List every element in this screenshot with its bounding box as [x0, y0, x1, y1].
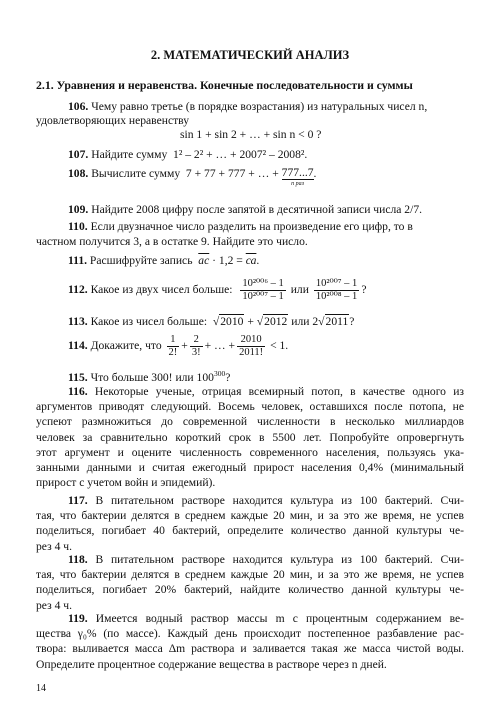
problem-formula: 1² – 2² + … + 2007² – 2008². — [173, 148, 308, 161]
problem-113: 113. Какое из чисел больше: √2010 + √2012 или 2√2011? — [68, 315, 355, 328]
numerator: 10²⁰⁰⁷ – 1 — [315, 277, 358, 289]
paragraph-line: успеют размножиться до современной численности в несколько миллиардов — [36, 415, 464, 429]
problem-end: < 1. — [270, 339, 289, 352]
overlined-number: ас — [198, 254, 210, 267]
problem-number: 116. — [68, 385, 88, 398]
paragraph-text: Имеется водный раствор массы m с процентным содержанием ве- — [95, 612, 464, 625]
paragraph-line: прирост с учетом войн и эпидемий). — [36, 476, 216, 490]
problem-number: 106. — [68, 100, 89, 113]
numerator: 2 — [190, 334, 203, 347]
problem-106-formula: sin 1 + sin 2 + … + sin n < 0 ? — [180, 128, 322, 141]
fraction — [190, 334, 203, 359]
paragraph-line: рез 4 ч. — [36, 539, 72, 553]
problem-end: . — [313, 167, 317, 180]
paragraph-line: занными данными и считая ежегодный прирост населения 0,4% (минимальный — [36, 461, 464, 475]
problem-118 — [36, 552, 464, 613]
problem-number: 113. — [68, 315, 88, 328]
problem-number: 109. — [68, 203, 89, 216]
paragraph-line: рез 4 ч. — [36, 598, 72, 612]
denominator: 2011! — [239, 346, 264, 358]
problem-number: 112. — [68, 283, 88, 296]
fraction — [314, 278, 359, 303]
problem-110-line1 — [68, 220, 413, 234]
numerator: 1 — [167, 334, 180, 347]
problem-117 — [36, 493, 464, 554]
radicand: 2012 — [264, 315, 288, 328]
overlined-number: са — [245, 254, 257, 267]
denominator: 10²⁰⁰⁷ – 1 — [242, 290, 284, 302]
word-or: или — [291, 315, 310, 328]
problem-number: 110. — [68, 220, 88, 233]
problem-text: Расшифруйте запись — [89, 254, 193, 267]
denominator: 2! — [168, 346, 178, 358]
problem-formula: 7 + 77 + 777 + … + — [185, 167, 279, 180]
radicand: 2011 — [325, 315, 349, 328]
paragraph-line: поделиться, погибает 20% бактерий, найдите количество данной культуры че- — [36, 583, 464, 597]
problem-number: 111. — [68, 254, 88, 267]
paragraph-line: щества γ₀% (по массе). Каждый день происходит постепенное разбавление рас- — [36, 627, 464, 641]
plus-sign: + — [247, 315, 254, 328]
fraction — [237, 334, 265, 359]
problem-end: ? — [349, 315, 355, 328]
paragraph-line — [36, 552, 464, 567]
fraction — [240, 278, 285, 303]
problem-number: 117. — [68, 494, 88, 507]
problem-text: Докажите, что — [90, 339, 162, 352]
paragraph-line: тая, что бактерии делятся в среднем каждые 20 мин, и за это же время, не успев — [36, 568, 464, 582]
problem-number: 118. — [68, 553, 88, 566]
denominator: 3! — [191, 346, 201, 358]
chapter-title: 2. МАТЕМАТИЧЕСКИЙ АНАЛИЗ — [150, 48, 350, 62]
problem-number: 115. — [68, 370, 88, 384]
problem-text: Если двузначное число разделить на произведение его цифр, то в — [90, 220, 413, 233]
paragraph-line: твора: выливается масса Δm раствора и заливается такая же масса чистой воды. — [36, 642, 464, 656]
paragraph-text: В питательном растворе находится культура из 100 бактерий. Счи- — [95, 494, 464, 507]
underbrace-top: 777...7 — [281, 166, 314, 179]
paragraph-line: аргументов приводят следующий. Восемь человек, оставшихся после потопа, не — [36, 400, 464, 414]
problem-number: 108. — [68, 167, 89, 180]
underbrace-label: n раз — [291, 181, 305, 187]
fraction — [167, 334, 180, 359]
problem-end: . — [256, 254, 260, 267]
numerator: 2010 — [237, 334, 265, 347]
exponent: 300 — [213, 369, 226, 378]
paragraph-line: Определите процентное содержание вещества в растворе через n дней. — [36, 657, 387, 671]
problem-number: 119. — [68, 612, 88, 625]
problem-text: Найдите 2008 цифру после запятой в десятичной записи числа 2/7. — [91, 203, 423, 216]
paragraph-line — [36, 611, 464, 626]
page-number: 14 — [36, 683, 46, 694]
problem-end: ? — [225, 370, 231, 384]
word-or: или — [290, 283, 309, 296]
paragraph-text: Некоторые ученые, отрицая всемирный потоп, в качестве одного из — [94, 385, 464, 398]
paragraph-line: этот аргумент и оцените численность современного населения, пользуясь ука- — [36, 445, 464, 459]
paragraph-line — [36, 384, 464, 399]
problem-number: 114. — [68, 339, 88, 352]
problem-109 — [68, 203, 422, 217]
underbrace-term — [282, 167, 314, 188]
paragraph-line: человек за сравнительно короткий срок в 5500 лет. Попробуйте опровергнуть — [36, 430, 464, 444]
problem-116 — [36, 384, 464, 490]
formula-middle: · 1,2 = — [209, 254, 246, 267]
problem-end: ? — [361, 283, 367, 296]
problem-text: Что больше 300! или 100 — [90, 370, 214, 384]
paragraph-text: В питательном растворе находится культура из 100 бактерий. Счи- — [95, 553, 464, 566]
ellipsis-terms: + … + — [204, 339, 236, 352]
denominator: 10²⁰⁰⁸ – 1 — [315, 290, 358, 302]
problem-106-line1 — [68, 100, 427, 114]
problem-119 — [36, 611, 464, 672]
problem-text: Чему равно третье (в порядке возрастания) из натуральных чисел n, — [91, 100, 428, 113]
problem-106-line2: удовлетворяющих неравенству — [36, 114, 190, 127]
paragraph-line: тая, что бактерии делятся в среднем каждые 20 мин, и за это же время, не успев — [36, 509, 464, 523]
problem-112 — [68, 277, 366, 303]
problem-107 — [68, 148, 307, 162]
problem-111 — [68, 254, 259, 268]
paragraph-line — [36, 493, 464, 508]
problem-115 — [68, 367, 230, 385]
problem-110-line2: частном получится 3, а в остатке 9. Найдите это число. — [36, 235, 308, 248]
paragraph-line: поделиться, погибает 40 бактерий, определите количество данной культуры че- — [36, 524, 464, 538]
problem-108 — [68, 167, 316, 188]
radicand: 2010 — [220, 315, 244, 328]
problem-text: Найдите сумму — [91, 148, 168, 161]
problem-number: 107. — [68, 148, 89, 161]
problem-114: 114. Докажите, что $\frac{1}{2!}$ + $\frac{2}{3!}$ + … + $\frac{2010}{2011!}$ < 1. — [68, 333, 289, 358]
problem-text: Какое из двух чисел больше: — [90, 283, 233, 296]
section-title: 2.1. Уравнения и неравенства. Конечные последовательности и суммы — [36, 78, 413, 92]
problem-text: Вычислите сумму — [91, 167, 181, 180]
coefficient: 2 — [312, 315, 319, 328]
problem-text: Какое из чисел больше: — [90, 315, 208, 328]
numerator: 10²⁰⁰⁶ – 1 — [242, 277, 284, 289]
